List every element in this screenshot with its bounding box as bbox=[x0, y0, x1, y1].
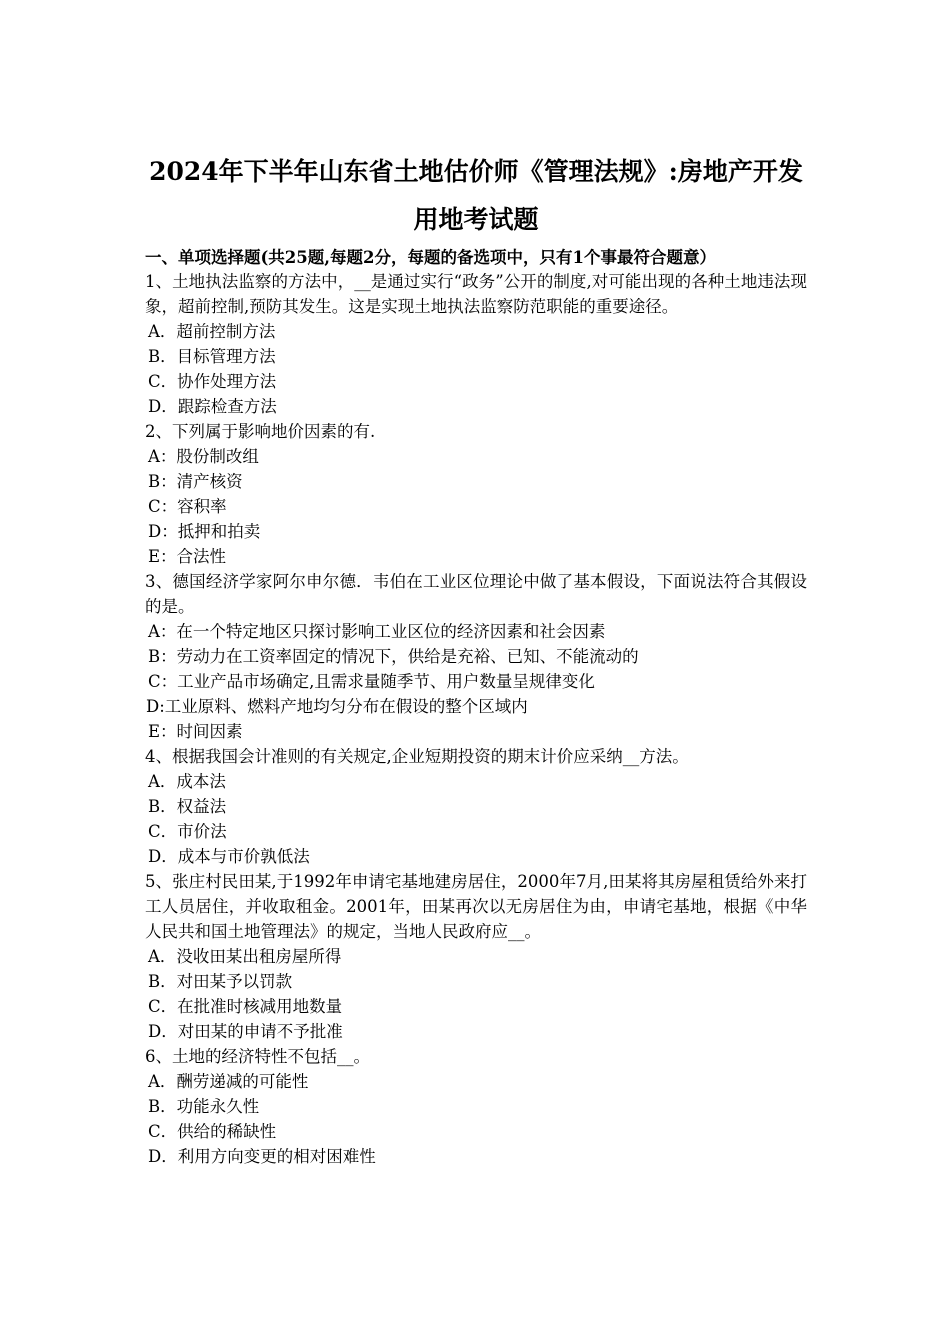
option-b: B．权益法 bbox=[148, 797, 227, 816]
section-heading: 一、单项选择题(共25题,每题2分，每题的备选项中，只有1个事最符合题意） bbox=[145, 248, 716, 267]
option-d: D．跟踪检查方法 bbox=[148, 397, 277, 416]
option-a: A．超前控制方法 bbox=[148, 322, 276, 341]
option-b: B．目标管理方法 bbox=[148, 347, 276, 366]
option-b: B．功能永久性 bbox=[148, 1097, 260, 1116]
option-c: C．市价法 bbox=[148, 822, 227, 841]
option-c: C．供给的稀缺性 bbox=[148, 1122, 277, 1141]
question-text: 5、张庄村民田某,于1992年申请宅基地建房居住，2000年7月,田某将其房屋租赁给外来打工人员居住，并收取租金。2001年，田某再次以无房居住为由，申请宅基地，根据《中华人民共和国土地管理法》的规定，当地人民政府应__。 bbox=[145, 872, 807, 941]
document-title: 2024年下半年山东省土地估价师《管理法规》:房地产开发用地考试题 bbox=[149, 157, 803, 234]
option-c: C：工业产品市场确定,且需求量随季节、用户数量呈规律变化 bbox=[148, 672, 595, 691]
document-page bbox=[145, 148, 807, 1169]
option-d: D:工业原料、燃料产地均匀分布在假设的整个区域内 bbox=[146, 697, 528, 716]
option-a: A．酬劳递减的可能性 bbox=[148, 1072, 309, 1091]
option-b: B：劳动力在工资率固定的情况下，供给是充裕、已知、不能流动的 bbox=[148, 647, 639, 666]
question-3 bbox=[145, 569, 807, 744]
question-1 bbox=[145, 269, 807, 419]
question-6 bbox=[145, 1044, 807, 1169]
option-d: D．成本与市价孰低法 bbox=[148, 847, 310, 866]
option-d: D．利用方向变更的相对困难性 bbox=[148, 1147, 376, 1166]
question-text: 4、根据我国会计准则的有关规定,企业短期投资的期末计价应采纳__方法。 bbox=[145, 747, 689, 766]
question-5 bbox=[145, 869, 807, 1044]
option-a: A：股份制改组 bbox=[148, 447, 259, 466]
option-e: E：时间因素 bbox=[148, 722, 243, 741]
option-c: C．协作处理方法 bbox=[148, 372, 277, 391]
option-c: C．在批准时核减用地数量 bbox=[148, 997, 343, 1016]
option-b: B：清产核资 bbox=[148, 472, 243, 491]
option-a: A．成本法 bbox=[148, 772, 226, 791]
option-b: B．对田某予以罚款 bbox=[148, 972, 293, 991]
option-c: C：容积率 bbox=[148, 497, 227, 516]
option-a: A．没收田某出租房屋所得 bbox=[148, 947, 342, 966]
question-text: 1、土地执法监察的方法中，__是通过实行“政务”公开的制度,对可能出现的各种土地违法现象，超前控制,预防其发生。这是实现土地执法监察防范职能的重要途径。 bbox=[145, 272, 807, 316]
question-text: 2、下列属于影响地价因素的有. bbox=[145, 422, 376, 441]
option-d: D：抵押和拍卖 bbox=[148, 522, 261, 541]
question-text: 3、德国经济学家阿尔申尔德．韦伯在工业区位理论中做了基本假设，下面说法符合其假设的是。 bbox=[145, 572, 807, 616]
question-text: 6、土地的经济特性不包括__。 bbox=[145, 1047, 370, 1066]
option-d: D．对田某的申请不予批准 bbox=[148, 1022, 343, 1041]
question-4 bbox=[145, 744, 807, 869]
option-a: A：在一个特定地区只探讨影响工业区位的经济因素和社会因素 bbox=[148, 622, 606, 641]
question-2 bbox=[145, 419, 807, 569]
option-e: E：合法性 bbox=[148, 547, 227, 566]
